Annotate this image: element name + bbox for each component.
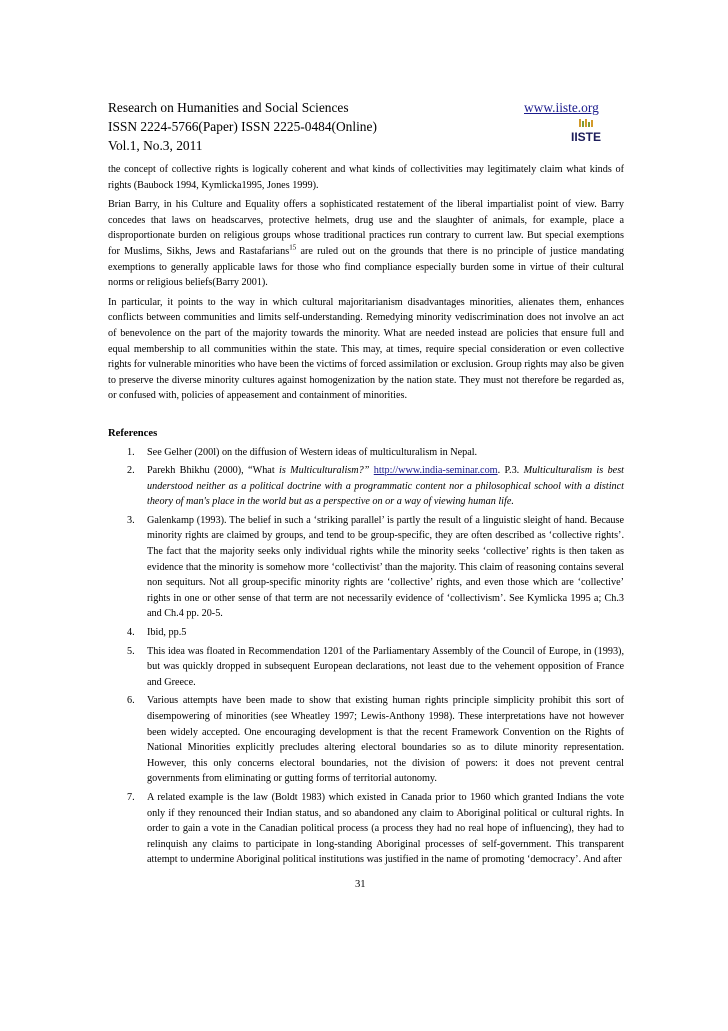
journal-title: Research on Humanities and Social Sciences: [108, 100, 349, 115]
reference-number: 6.: [127, 695, 135, 707]
svg-text:IISTE: IISTE: [571, 130, 602, 143]
journal-url-link[interactable]: www.iiste.org: [524, 100, 599, 115]
reference-item: [108, 625, 624, 641]
reference-number: 4.: [127, 627, 135, 639]
page-number: 31: [355, 879, 366, 890]
reference-link[interactable]: http://www.india-seminar.com: [373, 465, 498, 477]
reference-text: Galenkamp (1993). The belief in such a ‘striking parallel’ is partly the result of a linguistic sleight of hand. Because minority rights are claimed by groups, and tend to be group-specific, they are often described as ‘collective rights’. The fact that the majority seeks only individual rights while the minority seeks ‘collective’ rights is then taken as evidence that the minority is somehow more ‘collectivist’ than the majority. This claim of reasoning contains several non sequiturs. Not all group-specific minority rights are ‘collective’ rights, and even those which are ‘collective’ rights in one or other sense of that term are not necessarily evidence of ‘collectivism’. See Kymlicka 1995 a; Ch.3 and Ch.4 pp. 20-5.: [147, 514, 624, 620]
reference-text: Parekh Bhikhu (2000), “What: [147, 465, 279, 477]
journal-header: [108, 98, 628, 158]
reference-item: [108, 445, 624, 461]
reference-text: Ibid, pp.5: [147, 627, 187, 639]
reference-item: [108, 513, 624, 622]
footnote-marker: 15: [289, 243, 297, 252]
reference-number: 7.: [127, 791, 135, 803]
paragraph-text: are ruled out on the grounds that there is no principle of justice mandating exemptions to generally applicable laws for those who find compliance especially burden some in virtue of their cultural norms or religious beliefs(Barry 2001).: [108, 245, 624, 289]
journal-volume: Vol.1, No.3, 2011: [108, 138, 203, 153]
reference-text: Various attempts have been made to show that existing human rights principle simplicity prohibit this sort of disempowering of minorities (see Wheatley 1997; Lewis-Anthony 1998). These interpretations have not however been widely accepted. One encouraging development is that the recent Framework Convention on the Rights of National Minorities explicitly precludes altering electoral boundaries so as to dilute minority representation. However, this only concerns electoral boundaries, not the division of powers: it does not prevent central governments from eliminating or gutting forms of territorial autonomy.: [147, 695, 624, 785]
reference-text: This idea was floated in Recommendation 1201 of the Parliamentary Assembly of the Council of Europe, in (1993), but was quickly dropped in subsequent European declarations, not least due to the vehement opposition of France and Greece.: [147, 645, 624, 688]
reference-text: . P.3.: [497, 465, 524, 477]
reference-number: 3.: [127, 514, 135, 526]
reference-number: 1.: [127, 446, 135, 458]
reference-item: [108, 790, 624, 868]
reference-italic-quote: Multiculturalism is best understood neither as a political doctrine with a programmatic content nor a philosophical school with a distinct theory of man's place in the world but as a perspective on or a way of viewing human life.: [147, 465, 624, 508]
paragraph-text: Brian Barry, in his Culture and Equality offers a sophisticated restatement of the liberal impartialist point of view. Barry concedes that laws on headscarves, protective helmets, drug use and the slaughter of animals, for example, place a disproportionate burden on religious groups whose traditional practices run contrary to current law. But special exemptions for Muslims, Sikhs, Jews and Rastafarians: [108, 199, 624, 257]
reference-item: [108, 463, 624, 510]
reference-text: See Gelher (200l) on the diffusion of Western ideas of multiculturalism in Nepal.: [147, 446, 478, 458]
paragraph: [108, 197, 624, 291]
reference-item: [108, 644, 624, 691]
reference-number: 5.: [127, 645, 135, 657]
reference-number: 2.: [127, 465, 135, 477]
main-text: [108, 162, 624, 871]
reference-text: A related example is the law (Boldt 1983) which existed in Canada prior to 1960 which granted Indians the vote only if they renounced their Indian status, and so abandoned any claim to Aboriginal political or cultural rights. In order to gain a vote in the Canadian political process (a process they had no real hope of influencing), they had to relinquish any claims to participate in long-standing Aboriginal processes of self-government. This transparent attempt to undermine Aboriginal political institutions was justified in the name of promoting ‘democracy’. And after: [147, 791, 624, 866]
reference-italic-title: is Multiculturalism?”: [279, 465, 370, 477]
references-list: [108, 445, 624, 868]
journal-issn: ISSN 2224-5766(Paper) ISSN 2225-0484(Online): [108, 119, 377, 134]
reference-item: [108, 693, 624, 787]
paragraph: the concept of collective rights is logically coherent and what kinds of collectivities may legitimately claim what kinds of rights (Baubock 1994, Kymlicka1995, Jones 1999).: [108, 164, 624, 191]
paragraph: In particular, it points to the way in which cultural majoritarianism disadvantages minorities, alienates them, enhances conflicts between communities and limits self-understanding. Remedying minority vediscrimination does not involve an act of benevolence on the part of the majority towards the minority. What are needed instead are policies that ensure full and equal membership to all communities within the state. This may, at times, require special consideration or even collective rights for vulnerable minorities who have been the victims of forced assimilation or exclusion. Group rights may also be given to preserve the diverse minority cultures against homogenization by the nation state. They must not therefore be regarded as, or confused with, policies of appeasement and containment of minorities.: [108, 296, 624, 402]
iiste-logo-icon: [570, 119, 606, 143]
references-heading: References: [108, 427, 158, 439]
